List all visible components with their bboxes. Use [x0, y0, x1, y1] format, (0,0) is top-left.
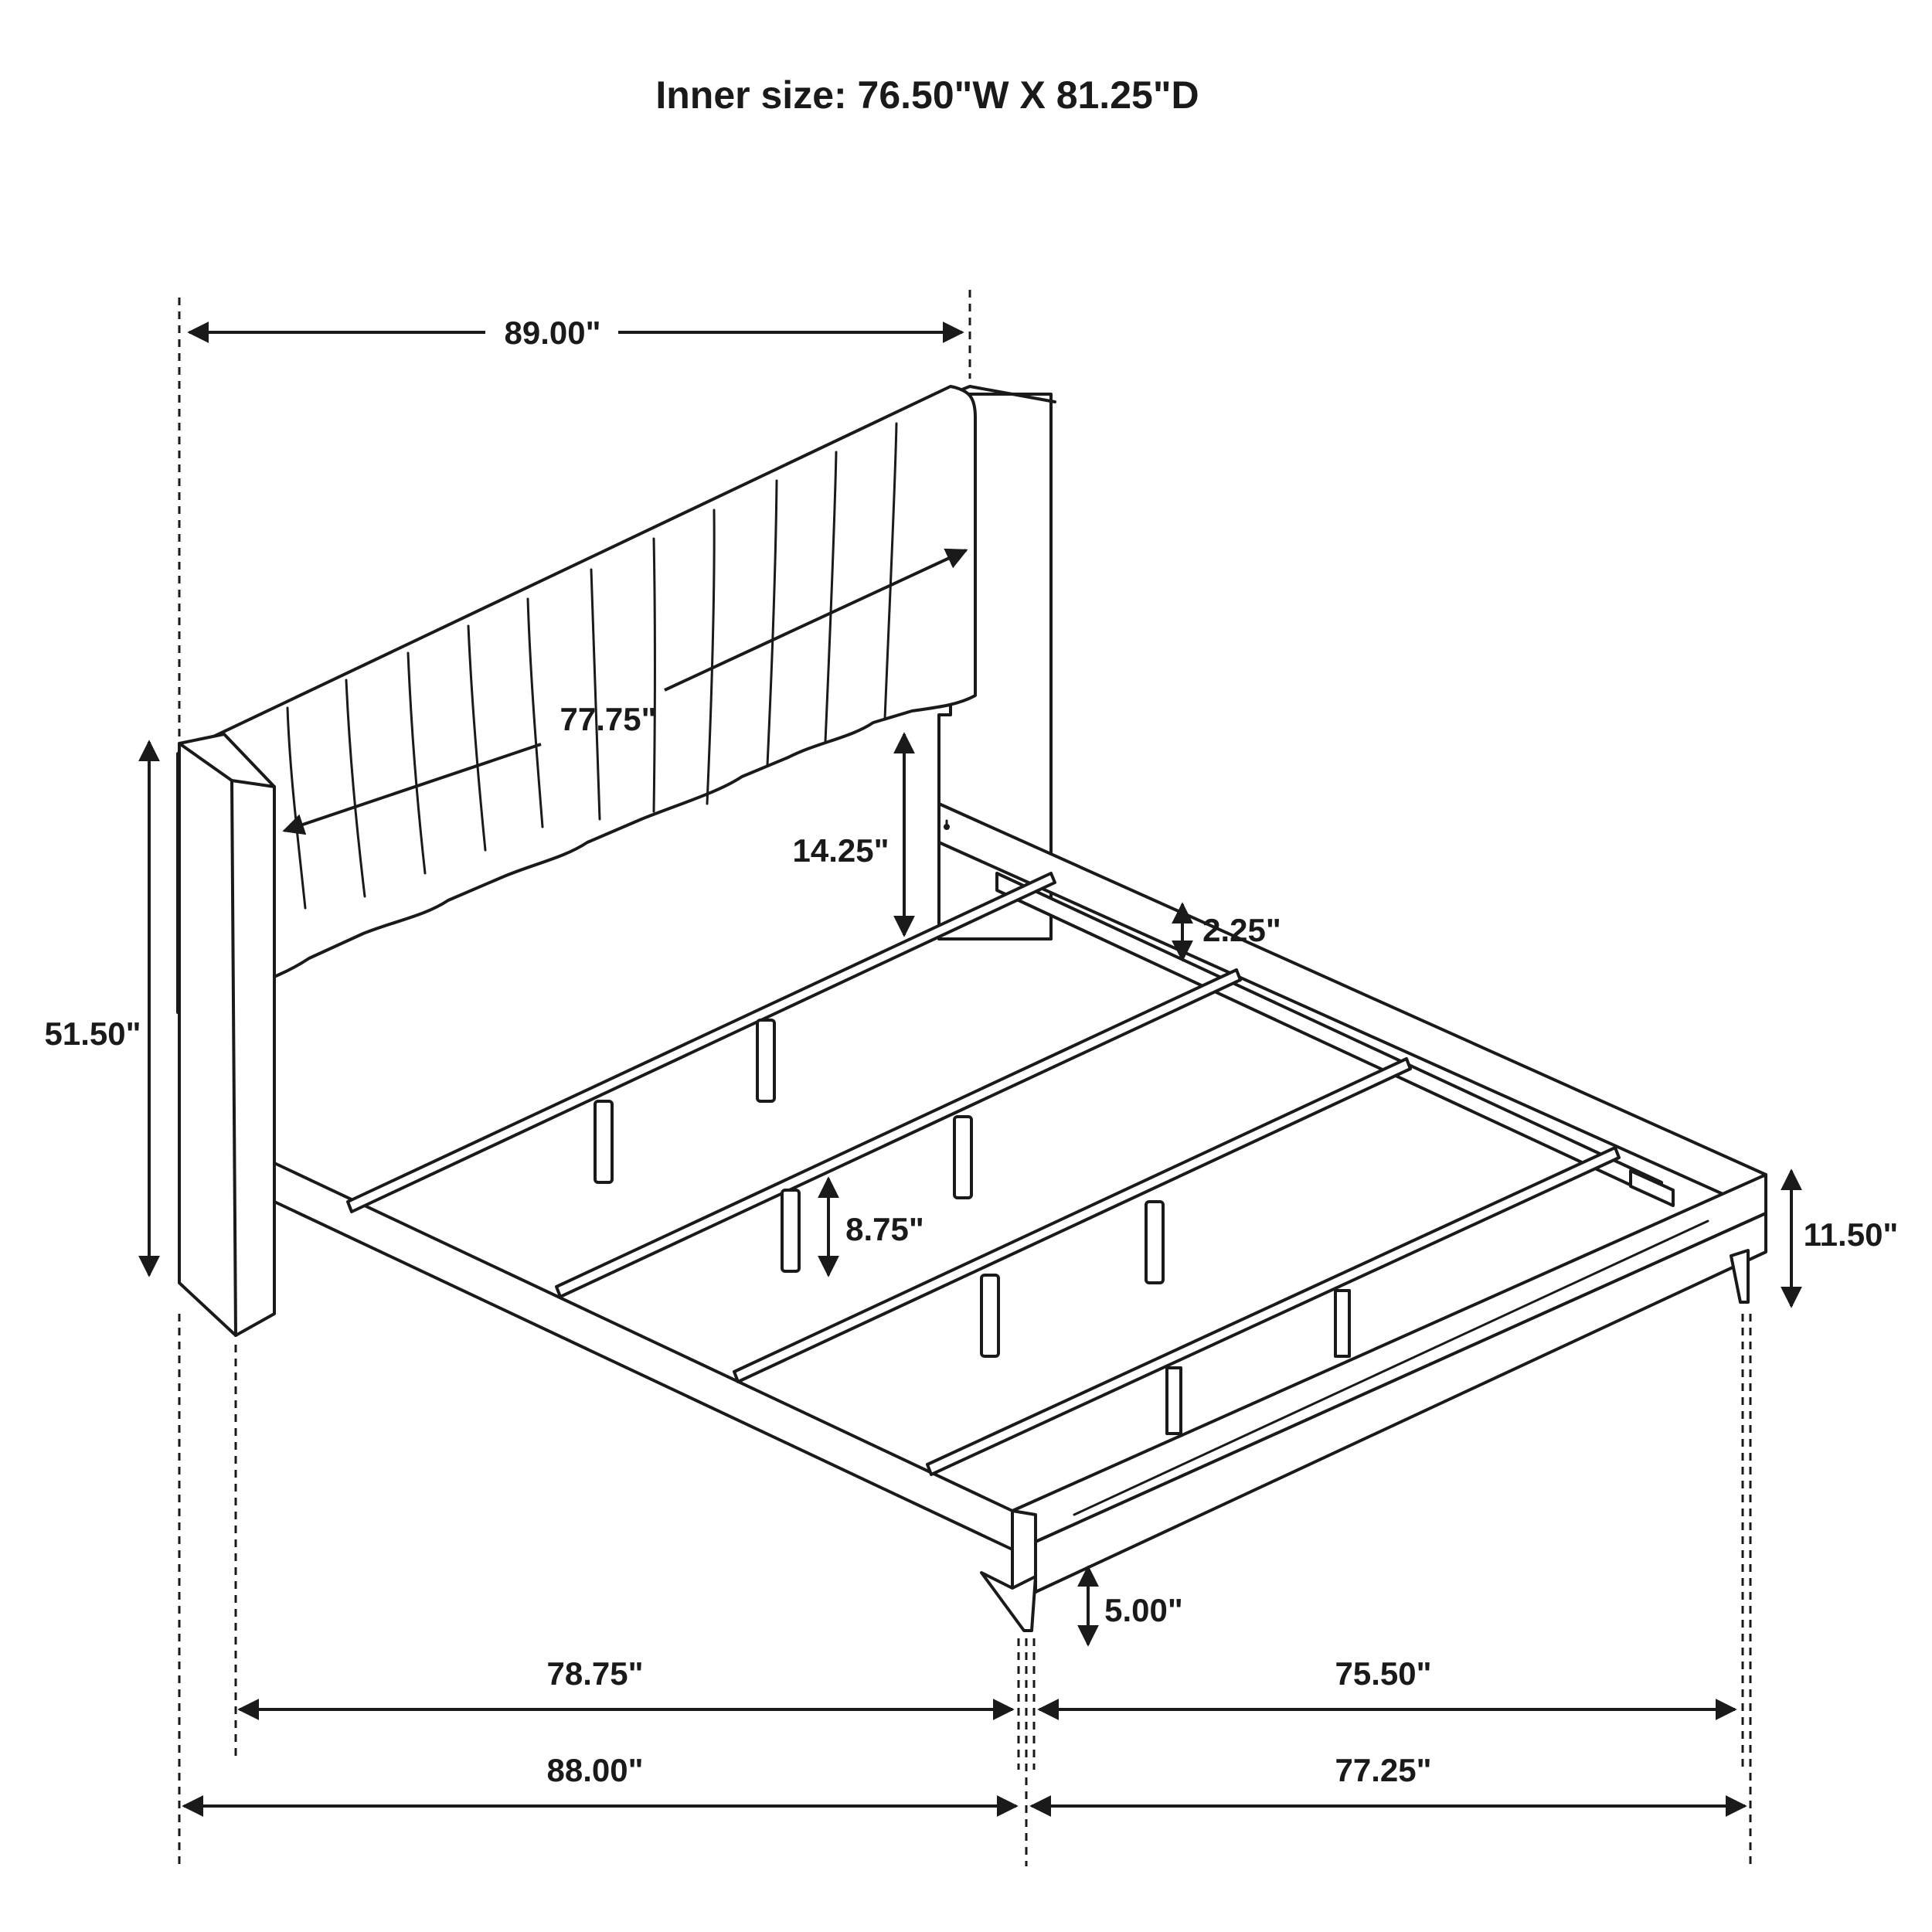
front-leg [981, 1573, 1036, 1631]
headboard-width-label: 89.00" [504, 315, 601, 351]
headboard-height-label: 51.50" [44, 1015, 141, 1052]
center-leg-height-label: 8.75" [845, 1211, 924, 1247]
frame-height-label: 11.50" [1803, 1216, 1899, 1253]
headboard-left-wing [179, 734, 274, 1335]
rail-height-label: 2.25" [1202, 912, 1281, 948]
leg-height-label: 5.00" [1104, 1592, 1183, 1628]
right-side-rail [939, 804, 1766, 1213]
bed-drawing [178, 386, 1766, 1631]
headboard-clearance-label: 14.25" [792, 832, 889, 869]
back-leg [1731, 1250, 1748, 1302]
overall-length-label: 88.00" [546, 1752, 644, 1788]
inner-width-label: 75.50" [1335, 1655, 1432, 1692]
headboard-panel [178, 386, 975, 1012]
overall-width-label: 77.25" [1335, 1752, 1432, 1788]
headboard-panel-width-label: 77.75" [560, 701, 657, 737]
inner-size-title: Inner size: 76.50"W X 81.25"D [655, 73, 1199, 117]
inner-length-label: 78.75" [546, 1655, 644, 1692]
